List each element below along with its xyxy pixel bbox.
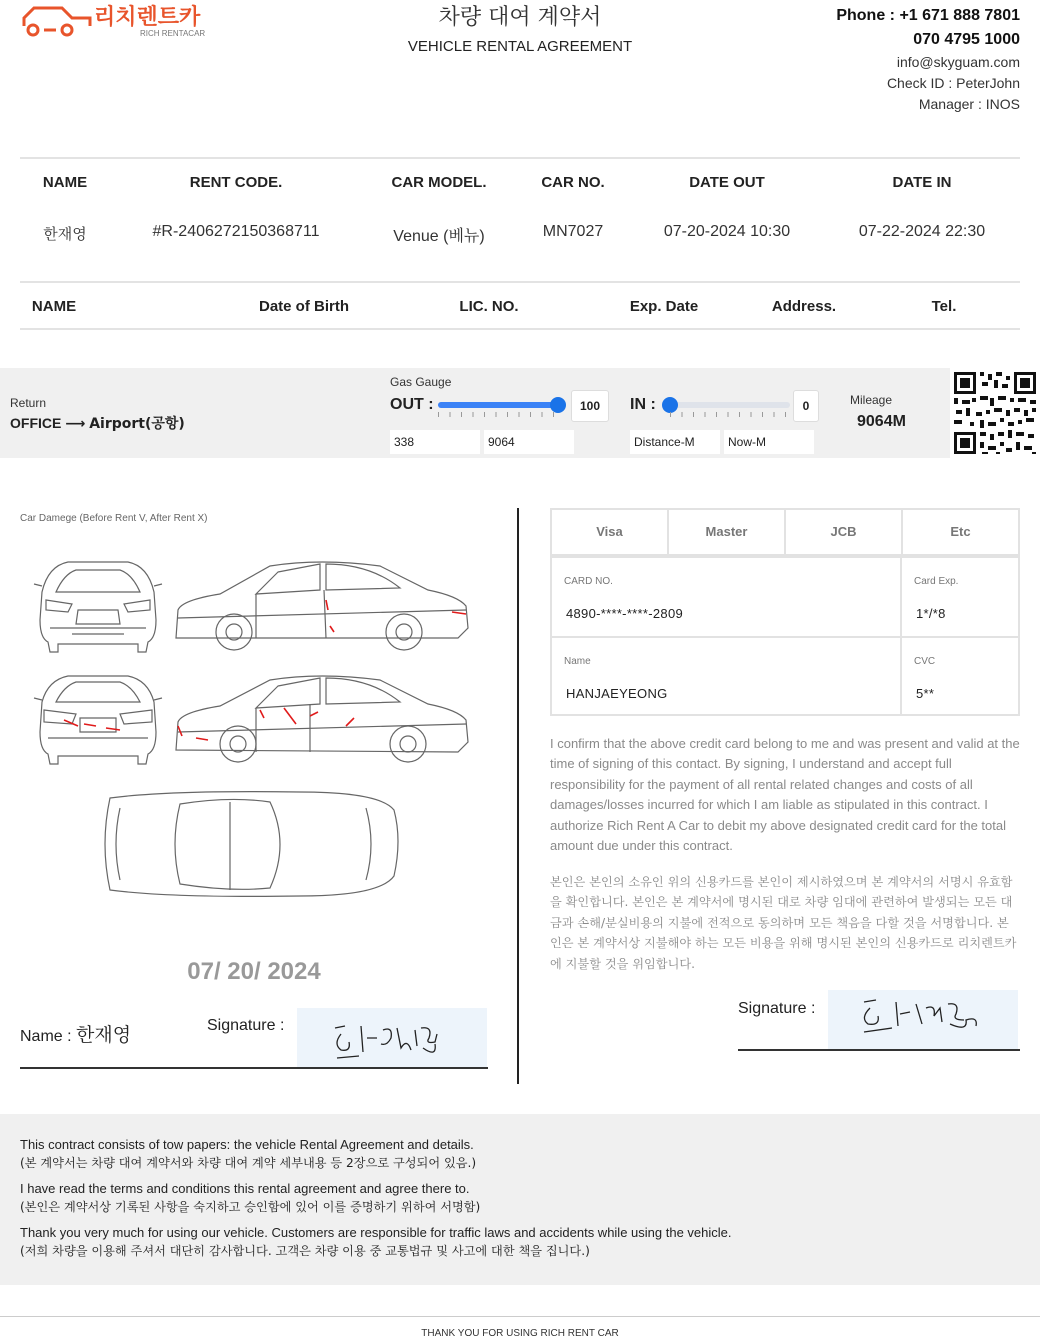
manager: Manager : INOS: [918, 96, 1020, 112]
return-route: [10, 413, 185, 433]
email: info@skyguam.com: [896, 54, 1020, 70]
card-name-label: Name: [564, 656, 591, 667]
gas-gauge-label: Gas Gauge: [390, 375, 452, 389]
col-address: Address.: [771, 298, 837, 315]
phone-secondary: 070 4795 1000: [913, 31, 1020, 48]
car-model: Venue (베뉴): [393, 228, 485, 245]
consent-english: I confirm that the above credit card belong to me and was present and valid at the time of signing of this contact. By signing, I understand and accept full responsibility for the payment of all rental related changes and costs of all damages/losses incurred for which I am liable as stipulated in this contract. I authorize Rich Rent A Car to debit my above designated credit card for the total amount due under this contract.: [550, 736, 1020, 854]
card-cvc-label: CVC: [914, 656, 936, 667]
contact-block: [836, 4, 1020, 115]
title-english: VEHICLE RENTAL AGREEMENT: [407, 38, 633, 55]
card-type-visa[interactable]: Visa: [552, 510, 669, 554]
footer-notes: [0, 1114, 1040, 1285]
card-signature-pad[interactable]: [828, 990, 1018, 1050]
slider-track: [670, 402, 790, 408]
footer-line3-ko: (저희 차량을 이용해 주셔서 대단히 감사합니다. 고객은 차량 이용 중 교통법규 및 사고에 대한 책을 집니다.): [20, 1244, 590, 1258]
footer-line1-en: This contract consists of tow papers: the vehicle Rental Agreement and details.: [20, 1137, 474, 1152]
in-mileage-field[interactable]: Now-M: [724, 430, 814, 454]
route-from: OFFICE: [10, 415, 62, 431]
mileage-value: 9064M: [857, 413, 906, 430]
card-type-selector: [550, 508, 1020, 556]
arrow-right-icon: ⟶: [65, 415, 86, 431]
col-exp-date: Exp. Date: [629, 298, 699, 315]
qr-code-icon: [950, 368, 1040, 458]
signature-scribble: [828, 990, 1018, 1050]
title-korean: 차량 대여 계약서: [438, 5, 602, 30]
col-car-model: CAR MODEL.: [391, 174, 487, 191]
signature-label: Signature :: [207, 1017, 285, 1034]
card-exp-cell[interactable]: [902, 558, 1018, 638]
card-type-etc[interactable]: Etc: [950, 524, 971, 539]
col-driver-name: NAME: [31, 298, 77, 315]
col-tel: Tel.: [931, 298, 957, 315]
name-label: Name :: [20, 1028, 72, 1045]
out-distance-field[interactable]: 338: [390, 430, 480, 454]
gas-in-value[interactable]: 0: [793, 390, 819, 422]
damage-marks: [64, 600, 466, 740]
table-bottom-rule: [20, 328, 1020, 330]
card-signature-label: Signature :: [738, 1000, 816, 1017]
gas-in-slider[interactable]: [670, 402, 790, 408]
slider-ticks: [670, 412, 790, 417]
card-name-value: HANJAEYEONG: [566, 686, 668, 701]
footer-line2-ko: (본인은 계약서상 기록된 사항을 숙지하고 승인함에 있어 이를 증명하기 위하여 서명함): [20, 1200, 481, 1214]
card-cvc-value: 5**: [916, 686, 935, 701]
card-type-master[interactable]: Master: [669, 510, 786, 554]
card-name-cell[interactable]: [552, 638, 902, 714]
table-mid-rule: [20, 281, 1020, 283]
mileage-label: Mileage: [850, 393, 893, 407]
card-exp-value: 1*/*8: [916, 606, 946, 621]
car-no: MN7027: [542, 223, 604, 240]
renter-name: 한재영: [43, 225, 87, 243]
card-cvc-cell[interactable]: [902, 638, 1018, 714]
card-number-value: 4890-****-****-2809: [566, 606, 683, 621]
col-car-no: CAR NO.: [541, 174, 605, 191]
qr-code: [950, 368, 1040, 458]
thanks-message: THANK YOU FOR USING RICH RENT CAR: [421, 1328, 619, 1339]
footer-line3-en: Thank you very much for using our vehicle. Customers are responsible for traffic laws and accidents while using the vehicle.: [20, 1225, 732, 1240]
footer-rule: [0, 1316, 1040, 1317]
col-rent-code: RENT CODE.: [189, 174, 283, 191]
slider-fill: [438, 402, 558, 408]
footer-line2-en: I have read the terms and conditions this rental agreement and agree there to.: [20, 1181, 470, 1196]
consent-korean: 본인은 본인의 소유인 위의 신용카드를 본인이 제시하였으며 본 계약서의 서명시 유효함을 확인합니다. 본인은 본 계약서에 명시된 대로 차량 임대에 관련하여 발생되는 모든 대금과 손해/분실비용의 지불에 전적으로 동의하며 모든 책음을 다할 것을 서명합니다. 본인은 본 계약서상 지불해야 하는 모든 비용을 위해 명시된 본인의 신용카드로 리치렌트카에 지불할 것을 위임합니다.: [550, 875, 1017, 971]
logo-wordmark-en: RICH RENTACAR: [140, 29, 206, 38]
logo-wordmark-ko: 리치렌트카: [94, 5, 201, 30]
in-distance-field[interactable]: Distance-M: [630, 430, 720, 454]
gas-out-value[interactable]: 100: [571, 390, 609, 422]
card-number-cell[interactable]: [552, 558, 902, 638]
return-label: Return: [10, 396, 47, 410]
check-id: Check ID : PeterJohn: [886, 75, 1020, 91]
slider-handle[interactable]: [662, 397, 678, 413]
card-type-jcb[interactable]: JCB: [786, 510, 903, 554]
signature-line: [20, 1067, 488, 1069]
table-top-rule: [20, 157, 1020, 159]
gas-in-label: IN :: [630, 396, 656, 413]
gas-out-label: OUT :: [390, 396, 434, 413]
col-dob: Date of Birth: [259, 298, 349, 315]
slider-handle[interactable]: [550, 397, 566, 413]
rent-code: #R-2406272150368711: [152, 223, 320, 240]
col-name: NAME: [42, 174, 88, 191]
signature-scribble: [297, 1008, 487, 1068]
slider-ticks: [438, 412, 558, 417]
phone-primary: Phone : +1 671 888 7801: [836, 7, 1020, 24]
car-diagram-icon: [20, 540, 500, 920]
column-divider: [517, 508, 519, 1084]
signer-name: [20, 1020, 131, 1047]
card-details: [550, 556, 1020, 716]
out-mileage-field[interactable]: 9064: [484, 430, 574, 454]
col-date-in: DATE IN: [892, 174, 952, 191]
name-value: 한재영: [76, 1024, 132, 1046]
footer-line1-ko: (본 계약서는 차량 대여 계약서와 차량 대여 계약 세부내용 등 2장으로 구성되어 있음.): [20, 1156, 477, 1170]
gas-out-slider[interactable]: [438, 402, 558, 408]
return-gas-band: [0, 368, 1040, 458]
signature-pad[interactable]: [297, 1008, 487, 1068]
col-date-out: DATE OUT: [689, 174, 765, 191]
contract-date: 07/ 20/ 2024: [187, 958, 321, 985]
date-in: 07-22-2024 22:30: [858, 223, 986, 240]
col-lic-no: LIC. NO.: [459, 298, 519, 315]
card-number-label: CARD NO.: [564, 576, 613, 587]
card-exp-label: Card Exp.: [914, 576, 959, 587]
car-damage-diagram[interactable]: [20, 540, 500, 920]
date-out: 07-20-2024 10:30: [663, 223, 791, 240]
card-signature-line: [738, 1049, 1020, 1051]
damage-caption: Car Damege (Before Rent V, After Rent X): [20, 513, 208, 524]
route-to: Airport(공항): [89, 416, 185, 432]
